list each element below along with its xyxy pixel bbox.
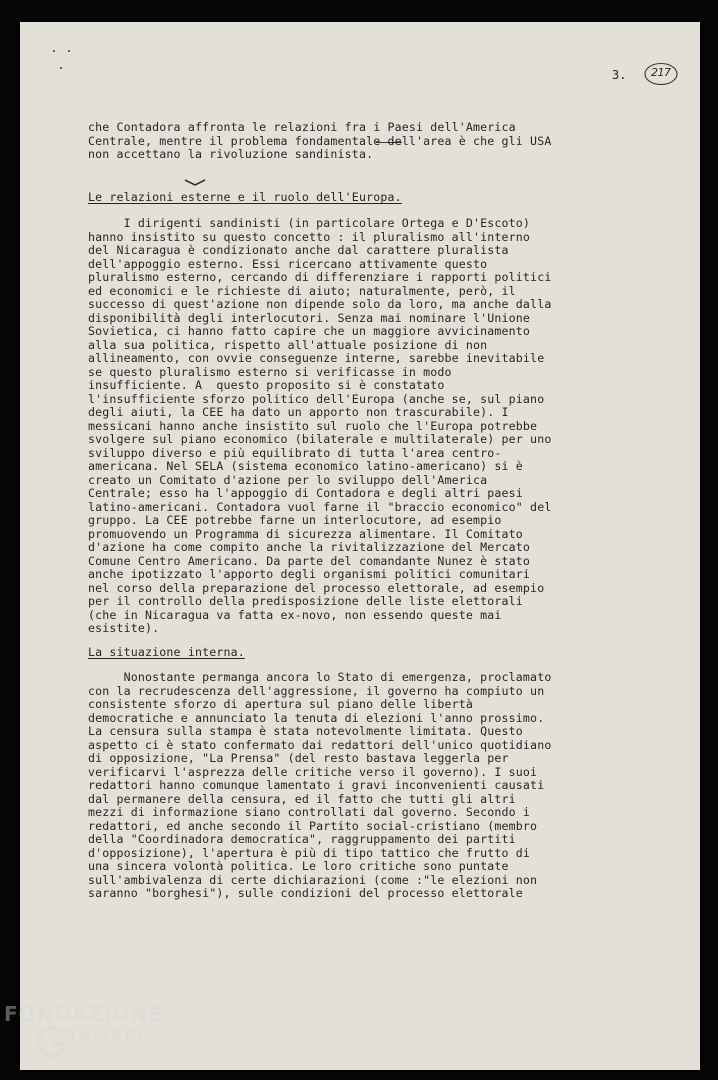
page-number: 3. [612, 68, 627, 82]
paper-speck [68, 50, 70, 52]
archive-number-stamp [644, 62, 678, 86]
watermark-line-3: onlus [152, 1050, 177, 1060]
pen-mark-icon [184, 178, 206, 188]
watermark-line-1: FONDAZIONE [4, 1002, 163, 1026]
watermark-line-2: RAMSCI [64, 1026, 146, 1045]
watermark-g-icon [34, 1022, 68, 1062]
section-paragraph-external-relations: I dirigenti sandinisti (in particolare Ortega e D'Escoto) hanno insistito su questo concetto : il pluralismo all'interno del Nicaragua è condizionato anche dal carattere pluralista dell'appoggio esterno. Essi ricercano attivamente questo pluralismo esterno, cercando di differenziare i rapporti politici ed economici e le richieste di aiuto; naturalmente, però, il successo di quest'azione non dipende solo da loro, ma anche dalla disponibilità degli interlocutori. Senza mai nominare l'Unione Sovietica, ci hanno fatto capire che un maggiore avvicinamento alla sua politica, rispetto all'attuale posizione di non allineamento, con ovvie conseguenze interne, sarebbe inevitabile se questo pluralismo esterno si verificasse in modo insufficiente. A questo proposito si è constatato l'insufficiente sforzo politico dell'Europa (anche se, sul piano degli aiuti, la CEE ha dato un apporto non trascurabile). I messicani hanno anche insistito sul ruolo che l'Europa potrebbe svolgere sul piano economico (bilaterale e multilaterale) per uno sviluppo diverso e più equilibrato di tutta l'area centro- americana. Nel SELA (sistema economico latino-americano) si è creato un Comitato d'azione per lo sviluppo dell'America Centrale; esso ha l'appoggio di Contadora e degli altri paesi latino-americani. Contadora vuol farne il "braccio economico" del gruppo. La CEE potrebbe farne un interlocutore, ad esempio promuovendo un Programma di sicurezza alimentare. Il Comitato d'azione ha come compito anche la rivitalizzazione del Mercato Comune Centro Americano. Da parte del comandante Nunez è stato anche ipotizzato l'apporto degli organismi politici comunitari nel corso della preparazione del processo elettorale, ad esempio per il controllo della predisposizione delle liste elettorali (che in Nicaragua va fatta ex-novo, non essendo queste mai esistite). [88, 216, 552, 635]
opening-paragraph: che Contadora affronta le relazioni fra i Paesi dell'America Centrale, mentre il problema fondamentale dell'area è che gli USA non accettano la rivoluzione sandinista. [88, 120, 552, 161]
section-heading-external-relations: Le relazioni esterne e il ruolo dell'Europa. [88, 190, 402, 204]
paper-speck [60, 67, 62, 69]
section-heading-internal-situation: La situazione interna. [88, 645, 245, 659]
section-paragraph-internal-situation: Nonostante permanga ancora lo Stato di emergenza, proclamato con la recrudescenza dell'aggressione, il governo ha compiuto un consistente sforzo di apertura sul piano delle libertà democratiche e annunciato la tenuta di elezioni l'anno prossimo. La censura sulla stampa è stata notevolmente limitata. Questo aspetto ci è stato confermato dai redattori dell'unico quotidiano di opposizione, "La Prensa" (del resto bastava leggerla per verificarvi l'asprezza delle critiche verso il governo). I suoi redattori hanno comunque lamentato i gravi inconvenienti causati dal permanere della censura, ed il fatto che tutti gli altri mezzi di informazione siano controllati dal governo. Secondo i redattori, ed anche secondo il Partito social-cristiano (membro della "Coordinadora democratica", raggruppamento dei partiti d'opposizione), l'apertura è più di tipo tattico che frutto di una sincera volontà politica. Le loro critiche sono puntate sull'ambivalenza di certe dichiarazioni (come :"le elezioni non saranno "borghesi"), sulle condizioni del processo elettorale [88, 670, 552, 900]
paper-speck [53, 50, 55, 52]
archive-number: 217 [651, 66, 671, 79]
archive-watermark-logo [4, 1002, 204, 1076]
